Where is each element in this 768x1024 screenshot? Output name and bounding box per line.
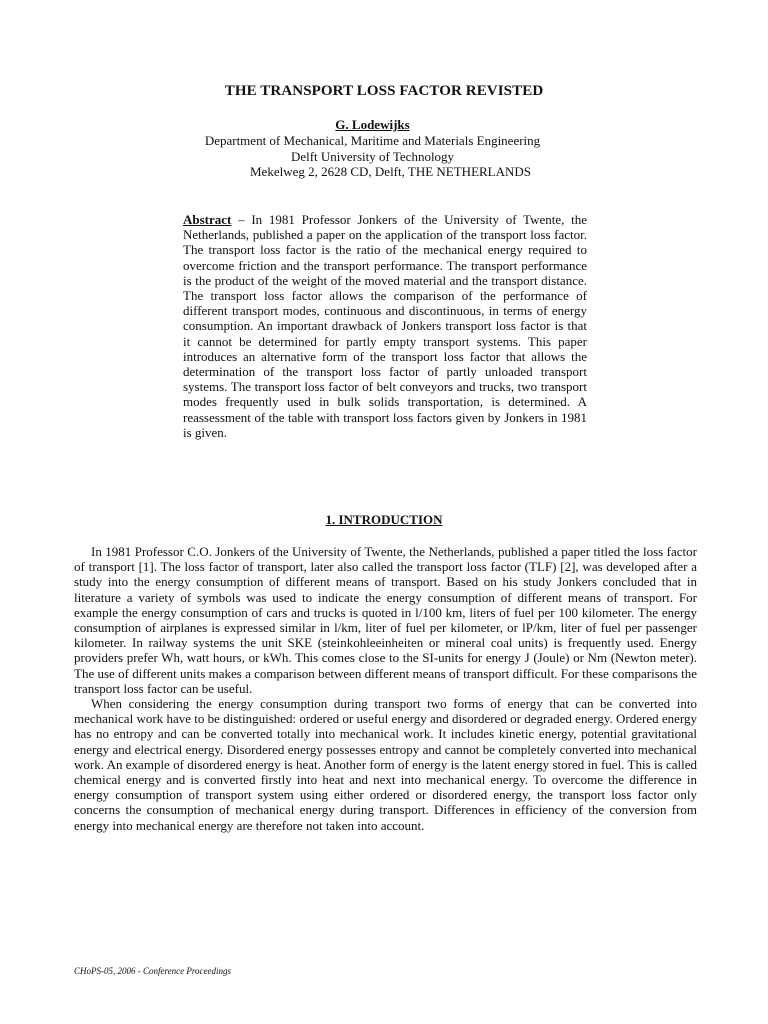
affiliation-department: Department of Mechanical, Maritime and Materials Engineering (204, 133, 541, 148)
abstract-text: – In 1981 Professor Jonkers of the University of Twente, the Netherlands, published a paper on the application of the transport loss factor. The transport loss factor is the ratio of the mechanical energy required to overcome friction and the transport performance. The transport performance is the product of the weight of the moved material and the transport distance. The transport loss factor allows the comparison of the performance of different transport modes, continuous and discontinuous, in terms of energy consumption. An important drawback of Jonkers transport loss factor is that it cannot be determined for partly empty transport systems. This paper introduces an alternative form of the transport loss factor that allows the determination of the transport loss factor of partly unloaded transport systems. The transport loss factor of belt conveyors and trucks, two transport modes frequently used in bulk solids transportation, is determined. A reassessment of the table with transport loss factors given by Jonkers in 1981 is given. (183, 212, 587, 440)
abstract-block (183, 212, 587, 440)
introduction-paragraph-1: In 1981 Professor C.O. Jonkers of the University of Twente, the Netherlands, published a paper titled the loss factor of transport [1]. The loss factor of transport, later also called the transport loss factor (TLF) [2], was developed after a study into the energy consumption of different means of transport. Based on his study Jonkers concluded that in literature a variety of symbols was used to indicate the energy consumption of different means of transport. For example the energy consumption of cars and trucks is quoted in l/100 km, liters of fuel per 100 kilometer. The energy consumption of airplanes is expressed similar in l/km, liter of fuel per kilometer, or lP/km, liter of fuel per passenger kilometer. In railway systems the unit SKE (steinkohleeinheiten or mineral coal units) is frequently used. Energy providers prefer Wh, watt hours, or kWh. This comes close to the SI-units for energy J (Joule) or Nm (Newton meter). The use of different units makes a comparison between different means of transport difficult. For these comparisons the transport loss factor can be useful. (74, 544, 697, 696)
affiliation-university: Delft University of Technology (290, 149, 455, 164)
author-name: G. Lodewijks (335, 117, 410, 132)
affiliation-address: Mekelweg 2, 2628 CD, Delft, THE NETHERLANDS (249, 164, 532, 179)
paper-title: THE TRANSPORT LOSS FACTOR REVISTED (224, 83, 544, 99)
introduction-paragraph-2: When considering the energy consumption during transport two forms of energy that can be converted into mechanical work have to be distinguished: ordered or useful energy and disordered or degraded energy. Ordered energy has no entropy and can be converted totally into mechanical work. It includes kinetic energy, potential gravitational energy and electrical energy. Disordered energy possesses entropy and cannot be completely converted into mechanical work. An example of disordered energy is heat. Another form of energy is the latent energy stored in fuel. This is called chemical energy and is converted firstly into heat and next into mechanical energy. To overcome the difference in energy consumption of transport system using either ordered or disordered energy, the transport loss factor only concerns the consumption of mechanical energy during transport. Differences in efficiency of the conversion from energy into mechanical energy are therefore not taken into account. (74, 696, 697, 833)
footer-conference: CHoPS-05, 2006 - Conference Proceedings (74, 966, 232, 976)
section-heading-introduction: 1. INTRODUCTION (325, 512, 443, 527)
abstract-heading: Abstract (183, 212, 232, 227)
introduction-body (74, 544, 697, 833)
